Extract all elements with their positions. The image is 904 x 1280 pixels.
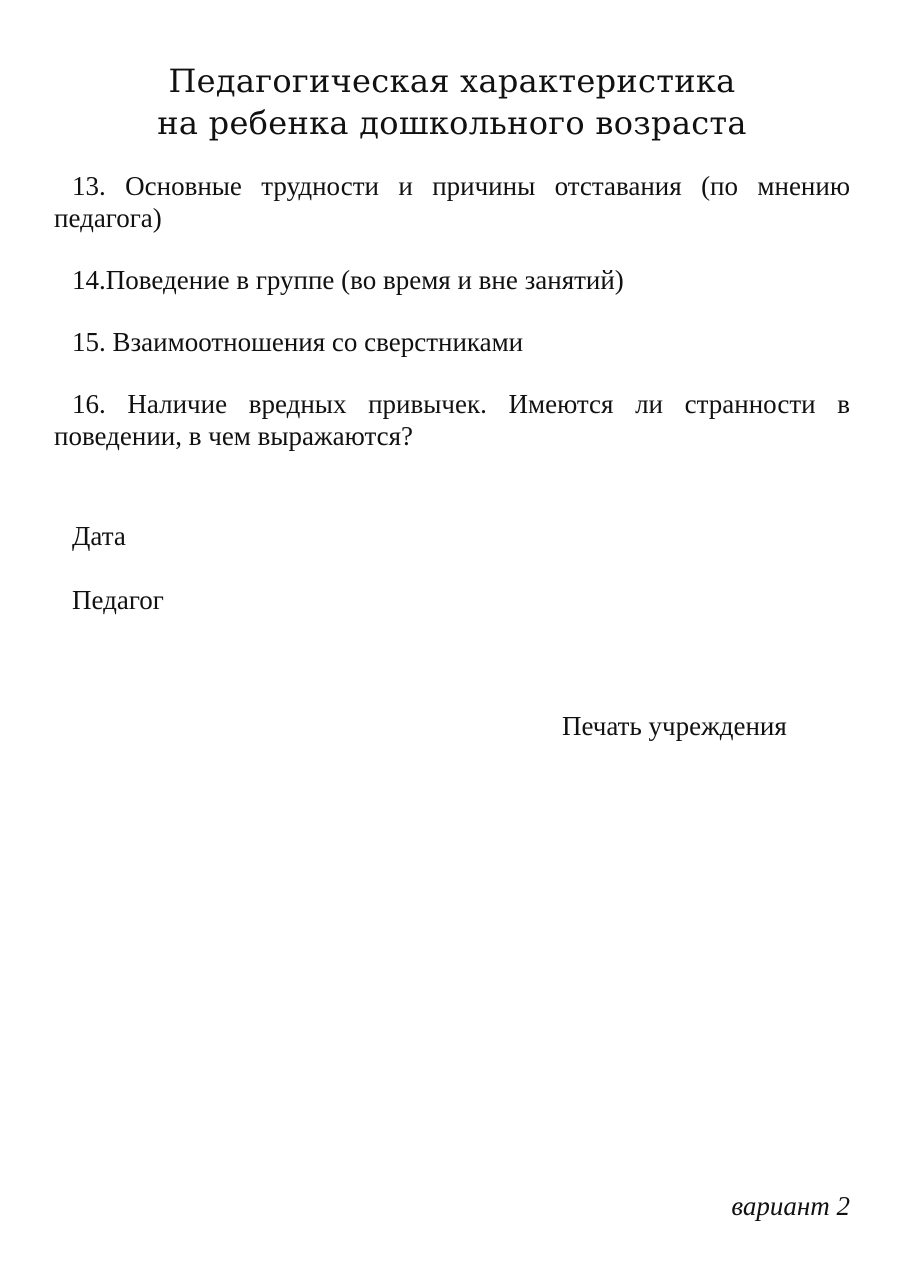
item-14: 14.Поведение в группе (во время и вне занятий): [72, 265, 624, 295]
institution-stamp-label: Печать учреждения: [562, 711, 787, 741]
item-15: 15. Взаимоотношения со сверстниками: [72, 327, 524, 357]
date-label: Дата: [72, 521, 126, 551]
questionnaire-items: [54, 170, 850, 482]
teacher-label: Педагог: [72, 585, 164, 615]
title-line-2: на ребенка дошкольного возраста: [157, 104, 747, 142]
item-13: 13. Основные трудности и причины отставания (по мнению педагога): [54, 171, 850, 233]
item-16: 16. Наличие вредных привычек. Имеются ли странности в поведении, в чем выражаются?: [54, 389, 850, 451]
variant-label: вариант 2: [731, 1191, 850, 1221]
title-line-1: Педагогическая характеристика: [168, 62, 736, 100]
document-title: [0, 60, 904, 144]
